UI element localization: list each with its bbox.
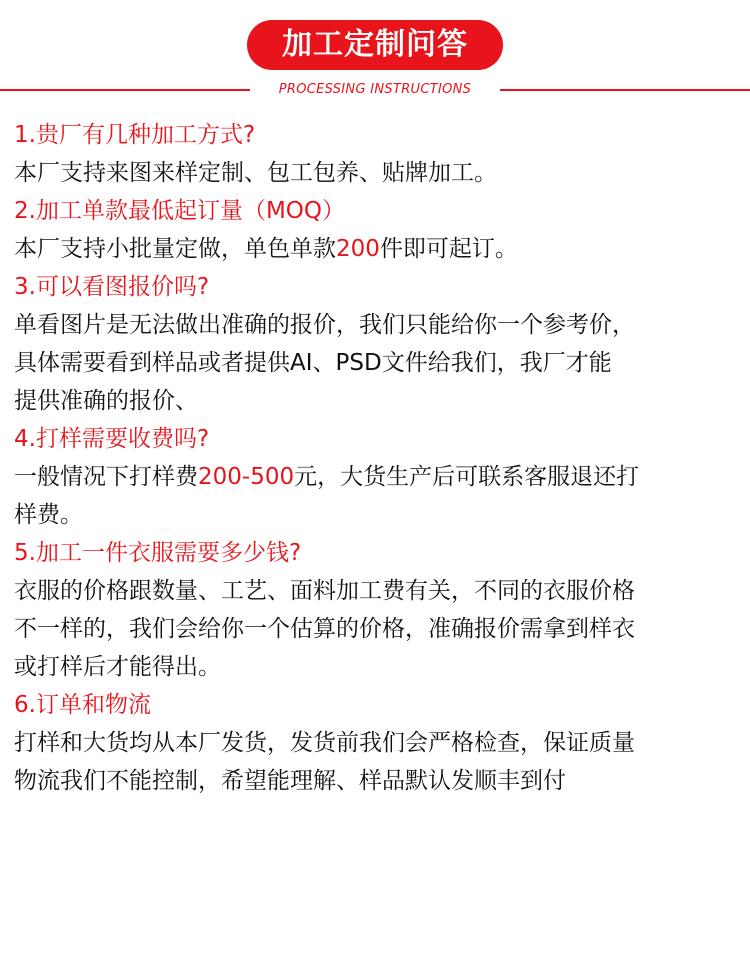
faq-answer-4-line-1 [14, 458, 736, 496]
faq-answer-5-line-2: 不一样的，我们会给你一个估算的价格，准确报价需拿到样衣 [14, 616, 635, 642]
answer-text: 件即可起订。 [379, 236, 518, 262]
highlight-price: 200-500 [198, 464, 295, 490]
faq-answer-4-line-2: 样费。 [14, 502, 83, 528]
header [0, 0, 750, 104]
page-subtitle: PROCESSING INSTRUCTIONS [278, 82, 472, 97]
faq-list [14, 116, 736, 800]
answer-text: 元，大货生产后可联系客服退还打 [294, 464, 640, 490]
faq-answer-3-line-1: 单看图片是无法做出准确的报价，我们只能给你一个参考价， [14, 312, 635, 338]
faq-answer-2-line-1 [14, 230, 736, 268]
highlight-quantity: 200 [336, 236, 380, 262]
faq-answer-6-line-2: 物流我们不能控制，希望能理解、样品默认发顺丰到付 [14, 768, 566, 794]
faq-answer-5-line-3: 或打样后才能得出。 [14, 654, 221, 680]
faq-answer-3-line-3: 提供准确的报价、 [14, 388, 198, 414]
faq-answer-6-line-1: 打样和大货均从本厂发货，发货前我们会严格检查，保证质量 [14, 730, 635, 756]
divider-left [0, 89, 250, 91]
faq-question-6: 6.订单和物流 [14, 692, 151, 718]
answer-text: 一般情况下打样费 [14, 464, 198, 490]
page-title: 加工定制问答 [247, 20, 503, 70]
faq-question-4: 4.打样需要收费吗? [14, 426, 210, 452]
faq-answer-1-line-1: 本厂支持来图来样定制、包工包养、贴牌加工。 [14, 160, 497, 186]
faq-question-2: 2.加工单款最低起订量（MOQ） [14, 198, 345, 224]
answer-text: 本厂支持小批量定做，单色单款 [14, 236, 336, 262]
faq-question-1: 1.贵厂有几种加工方式? [14, 122, 256, 148]
faq-answer-3-line-2: 具体需要看到样品或者提供AI、PSD文件给我们，我厂才能 [14, 350, 612, 376]
faq-answer-5-line-1: 衣服的价格跟数量、工艺、面料加工费有关，不同的衣服价格 [14, 578, 635, 604]
divider-right [500, 89, 750, 91]
faq-question-5: 5.加工一件衣服需要多少钱? [14, 540, 302, 566]
faq-question-3: 3.可以看图报价吗? [14, 274, 210, 300]
